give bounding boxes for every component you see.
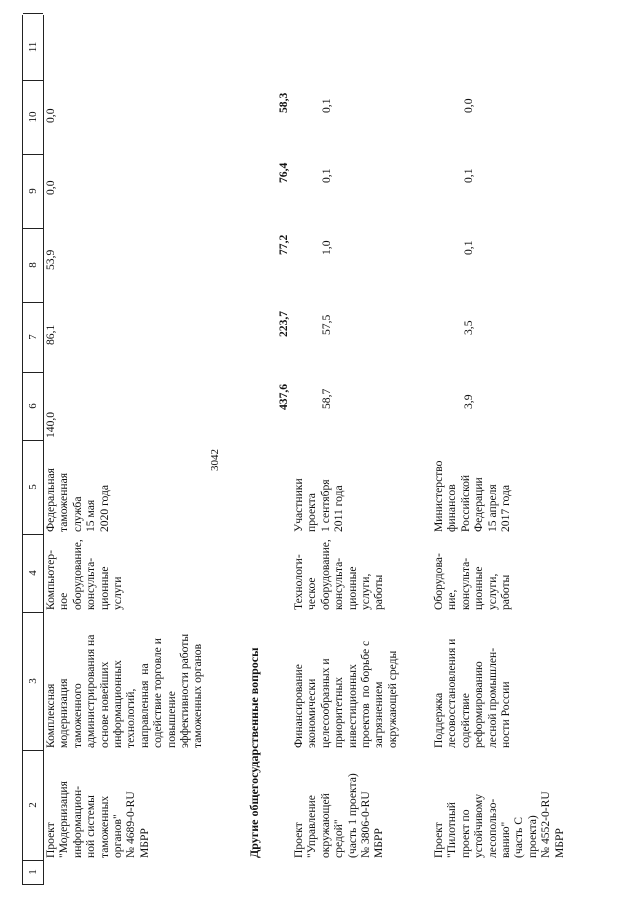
- row2-col9: 0,1: [320, 168, 333, 183]
- row3-executor: Министерство финансов Российской Федерации 15 апреля 2017 года: [432, 460, 513, 532]
- row2-type: Технологи- ческое оборудование, консульта- ционные услуги, работы: [292, 539, 386, 610]
- row3-col6: 3,9: [462, 394, 475, 409]
- row2-executor: Участники проекта 1 сентября 2011 года: [292, 478, 346, 532]
- row3-col9: 0,1: [462, 168, 475, 183]
- row3-col7: 3,5: [462, 320, 475, 335]
- section-col7: 223,7: [277, 310, 290, 337]
- row3-project: Проект "Пилотный проект по устойчивому лесопользо- ванию" (часть С проекта) № 4552-0-RU МБРР: [432, 791, 566, 858]
- col-header-10: 10: [23, 80, 43, 155]
- col-header-8: 8: [23, 228, 43, 303]
- section-col8: 77,2: [277, 234, 290, 255]
- row3-purpose: Поддержка лесовосстановления и содействие реформированию лесной промышлен- ности России: [432, 638, 513, 748]
- col-header-7: 7: [23, 302, 43, 373]
- row1-col6: 140,0: [44, 411, 57, 438]
- row1-col7: 86,1: [44, 324, 57, 345]
- row1-project: Проект "Модернизация информацион- ной системы таможенных органов" № 4689-0-RU МБРР: [44, 781, 151, 858]
- row2-col10: 0,1: [320, 98, 333, 113]
- row2-project: Проект "Управление окружающей средой" (часть 1 проекта) № 3806-0-RU МБРР: [292, 773, 386, 858]
- row1-col9: 0,0: [44, 180, 57, 195]
- row1-purpose: Комплексная модернизация таможенного администрирования на основе новейших информационных технологий, направленная на содействие торговле и повышение эффективности работы таможенных органов: [44, 633, 205, 748]
- col-header-3: 3: [23, 612, 43, 751]
- row1-executor: Федеральная таможенная служба 15 мая 2020 года: [44, 468, 111, 532]
- row2-col6: 58,7: [320, 388, 333, 409]
- col-header-4: 4: [23, 534, 43, 613]
- col-header-11: 11: [23, 13, 43, 81]
- column-header-row: [22, 15, 44, 885]
- page-number: 3042: [209, 449, 221, 471]
- col-header-2: 2: [23, 750, 43, 861]
- section-col10: 58,3: [277, 92, 290, 113]
- section-col6: 437,6: [277, 383, 290, 410]
- row3-col8: 0,1: [462, 240, 475, 255]
- row1-col10: 0,0: [44, 108, 57, 123]
- section-title: Другие общегосударственные вопросы: [247, 647, 261, 858]
- col-header-9: 9: [23, 154, 43, 229]
- section-col9: 76,4: [277, 162, 290, 183]
- row2-col8: 1,0: [320, 240, 333, 255]
- row2-purpose: Финансирование экономически целесообразных и приоритетных инвестиционных проектов по борьбе с загрязнением окружающей среды: [292, 640, 399, 748]
- row3-col10: 0,0: [462, 98, 475, 113]
- col-header-1: 1: [23, 860, 43, 885]
- rotated-table: [22, 15, 620, 885]
- row1-type: Компьютер- ное оборудование, консульта- ционные услуги: [44, 539, 125, 610]
- row1-col8: 53,9: [44, 249, 57, 270]
- col-header-5: 5: [23, 440, 43, 535]
- col-header-6: 6: [23, 372, 43, 441]
- row3-type: Оборудова- ние, консульта- ционные услуги, работы: [432, 553, 513, 610]
- row2-col7: 57,5: [320, 314, 333, 335]
